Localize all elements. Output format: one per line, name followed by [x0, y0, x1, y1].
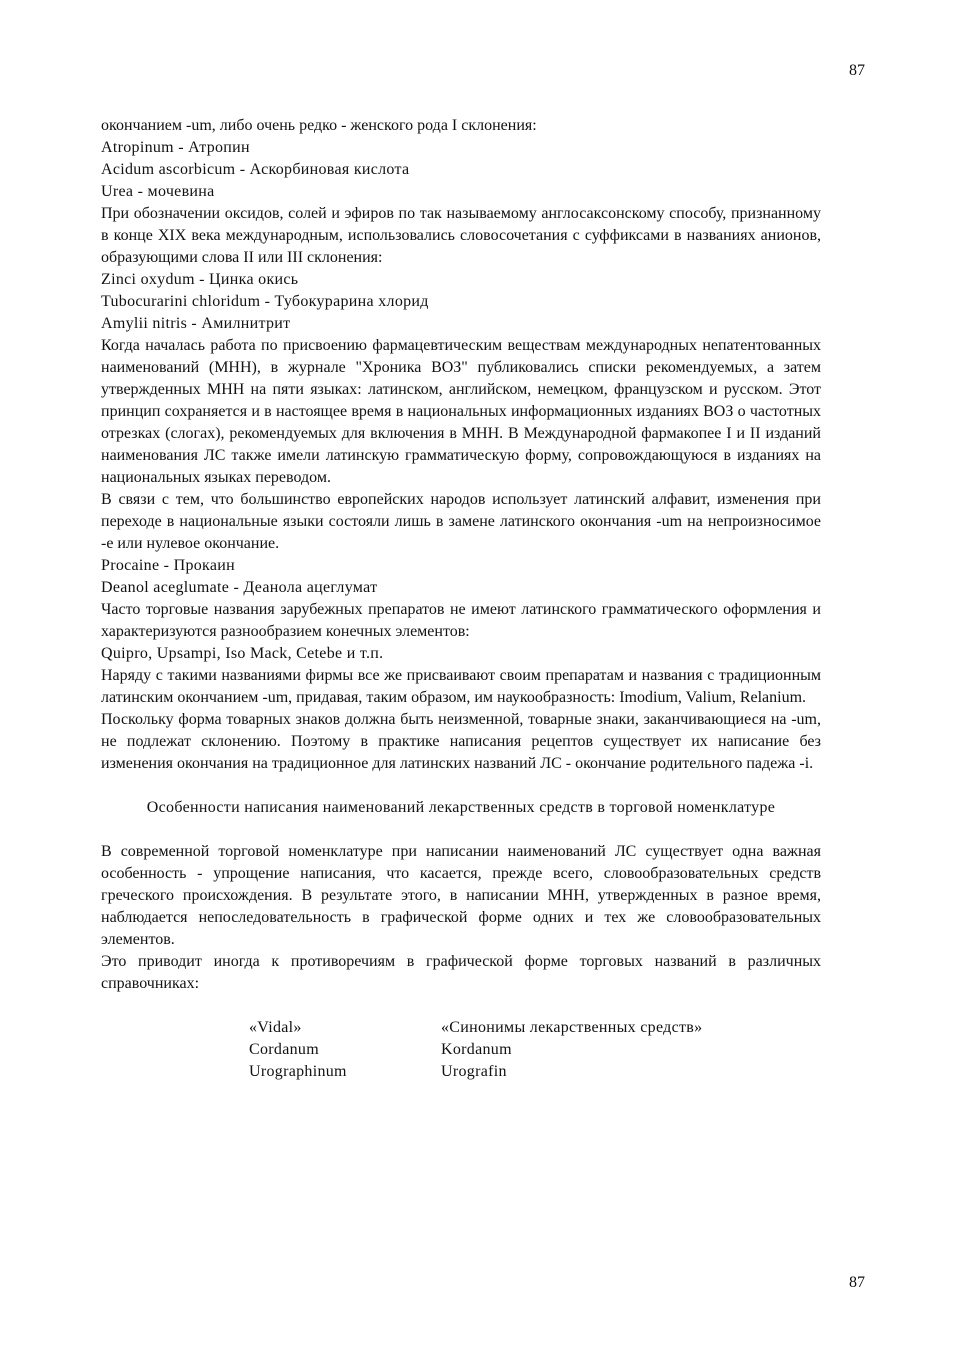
table-cell: Kordanum — [441, 1041, 512, 1058]
paragraph: Часто торговые названия зарубежных препаратов не имеют латинского грамматического оформления и характеризуются разнообразием конечных элементов: — [101, 601, 821, 640]
example-line: Tubocurarini chloridum - Тубокурарина хлорид — [101, 293, 429, 310]
table-row — [249, 1039, 702, 1061]
table-cell: Urographinum — [249, 1063, 347, 1080]
page-number-bottom: 87 — [849, 1274, 865, 1291]
paragraph: Это приводит иногда к противоречиям в графической форме торговых названий в различных справочниках: — [101, 953, 821, 992]
example-line: Quipro, Upsampi, Iso Mack, Cetebe и т.п. — [101, 645, 384, 662]
comparison-table — [249, 1017, 702, 1083]
paragraph: Наряду с такими названиями фирмы все же присваивают своим препаратам и названия с традиционным латинским окончанием -um, придавая, таким образом, им наукообразность: Imodium, Valium, Relanium. — [101, 667, 821, 706]
example-line: Procaine - Прокаин — [101, 557, 236, 574]
example-line: Deanol aceglumate - Деанола ацеглумат — [101, 579, 378, 596]
example-line: Zinci oxydum - Цинка окись — [101, 271, 299, 288]
paragraph: Когда началась работа по присвоению фармацевтическим веществам международных непатентованных наименований (МНН), в журнале "Хроника ВОЗ" публиковались списки рекомендуемых, а затем утвержденных МНН на пяти языках: латинском, английском, немецком, французском и русском. Этот принцип сохраняется и в настоящее время в национальных информационных изданиях ВОЗ о частотных отрезках (слогах), рекомендуемых для включения в МНН. В Международной фармакопее I и II изданий наименования ЛС также имели латинскую грамматическую форму, сопровождающуюся в изданиях на национальных языках переводом. — [101, 337, 821, 486]
table-cell: Urografin — [441, 1063, 507, 1080]
example-line: Amylii nitris - Амилнитрит — [101, 315, 291, 332]
page-content — [101, 115, 821, 1083]
example-line: Urea - мочевина — [101, 183, 215, 200]
table-header-cell: «Vidal» — [249, 1019, 302, 1036]
paragraph: В связи с тем, что большинство европейских народов использует латинский алфавит, изменения при переходе в национальные языки состояли лишь в замене латинского окончания -um на непроизносимое -е или нулевое окончание. — [101, 491, 821, 552]
example-line: Acidum ascorbicum - Аскорбиновая кислота — [101, 161, 410, 178]
paragraph: окончанием -um, либо очень редко - женского рода I склонения: — [101, 117, 537, 134]
page-number-top: 87 — [849, 62, 865, 79]
paragraph: Поскольку форма товарных знаков должна быть неизменной, товарные знаки, заканчивающиеся на -um, не подлежат склонению. Поэтому в практике написания рецептов существует их написание без изменения окончания на традиционное для латинских названий ЛС - окончание родительного падежа -i. — [101, 711, 821, 772]
paragraph: При обозначении оксидов, солей и эфиров по так называемому англосаксонскому способу, признанному в конце XIX века международным, использовались словосочетания с суффиксами в названиях анионов, образующими слова II или III склонения: — [101, 205, 821, 266]
table-cell: Cordanum — [249, 1041, 319, 1058]
table-header-row — [249, 1017, 702, 1039]
table-row — [249, 1061, 702, 1083]
section-heading: Особенности написания наименований лекарственных средств в торговой номенклатуре — [146, 799, 776, 816]
table-header-cell: «Синонимы лекарственных средств» — [441, 1019, 703, 1036]
paragraph: В современной торговой номенклатуре при написании наименований ЛС существует одна важная особенность - упрощение написания, что касается, прежде всего, словообразовательных средств греческого происхождения. В результате этого, в написании МНН, утвержденных в разное время, наблюдается непоследовательность в графической форме одних и тех же словообразовательных элементов. — [101, 843, 821, 948]
example-line: Atropinum - Атропин — [101, 139, 250, 156]
